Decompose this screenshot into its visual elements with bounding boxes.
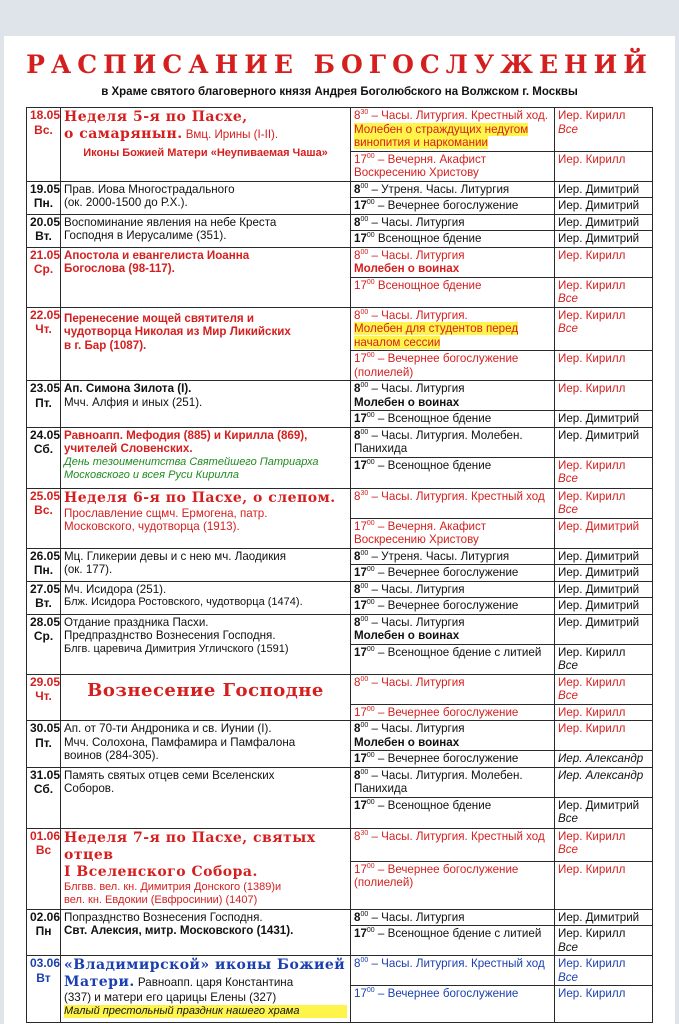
date-cell: 25.05 Вс. (27, 488, 61, 548)
date-cell: 24.05 Сб. (27, 427, 61, 488)
priest-cell: Иер. Димитрий (555, 909, 653, 926)
service-time-cell: $8^{30}$ – Часы. Литургия. Крестный ход (351, 488, 555, 518)
service-time-cell: $17^{00}$ – Вечернее богослужение (351, 598, 555, 615)
saint-cell: Память святых отцев семи Вселенских Соборов. (61, 767, 351, 828)
page-subtitle: в Храме святого благоверного князя Андрея Боголюбского на Волжском г. Москвы (101, 86, 578, 98)
priest-cell: Иер. Кирилл (555, 721, 653, 751)
service-time-cell: $17^{00}$ – Вечернее богослужение (351, 751, 555, 768)
service-time-cell: $17^{00}$ – Вечернее богослужение (351, 565, 555, 582)
saint-cell (61, 674, 351, 721)
table-row (27, 214, 653, 231)
priest-cell: Иер. Кирилл Все (555, 108, 653, 152)
service-time-cell: $8^{00}$ – Часы. Литургия (351, 214, 555, 231)
priest-cell: Иер. Кирилл (555, 247, 653, 277)
date-cell: 22.05 Чт. (27, 307, 61, 381)
service-time-cell: $17^{00}$ – Вечернее богослужение (полиелей) (351, 351, 555, 381)
saint-cell: Апостола и евангелиста Иоанна Богослова (98-117). (61, 247, 351, 307)
service-time-cell: $17^{00}$ – Вечернее богослужение (351, 704, 555, 721)
date-cell: 18.05 Вс. (27, 108, 61, 182)
page-title: РАСПИСАНИЕ БОГОСЛУЖЕНИЙ (26, 50, 653, 79)
table-row (27, 721, 653, 751)
table-row (27, 108, 653, 152)
table-row (27, 548, 653, 565)
saint-cell: Прав. Иова Многострадального (ок. 2000-1500 до Р.Х.). (61, 181, 351, 214)
service-time-cell: $8^{00}$ – Часы. Литургия. Молебен. Панихида (351, 767, 555, 797)
date-cell: 02.06 Пн (27, 909, 61, 956)
schedule-table (26, 107, 653, 1023)
saint-cell: Воспоминание явления на небе Креста Господня в Иерусалиме (351). (61, 214, 351, 247)
table-row (27, 767, 653, 797)
table-row (27, 488, 653, 518)
table-row (27, 247, 653, 277)
saint-cell: Мц. Гликерии девы и с нею мч. Лаодикия (ок. 177). (61, 548, 351, 581)
priest-cell: Иер. Димитрий (555, 598, 653, 615)
priest-cell: Иер. Кирилл Все (555, 926, 653, 956)
priest-cell: Иер. Кирилл (555, 986, 653, 1023)
service-time-cell: $8^{00}$ – Часы. Литургия Молебен о воинах (351, 614, 555, 644)
priest-cell: Иер. Кирилл (555, 861, 653, 909)
priest-cell: Иер. Кирилл Все (555, 828, 653, 861)
date-cell: 28.05 Ср. (27, 614, 61, 674)
priest-cell: Иер. Димитрий (555, 214, 653, 231)
priest-cell: Иер. Александр (555, 767, 653, 797)
service-time-cell: $8^{00}$ – Часы. Литургия Молебен о воинах (351, 721, 555, 751)
service-time-cell: $17^{00}$ – Всенощное бдение с литией (351, 644, 555, 674)
priest-cell: Иер. Димитрий (555, 231, 653, 248)
saint-cell: Попразднство Вознесения Господня. Свт. Алексия, митр. Московского (1431). (61, 909, 351, 956)
priest-cell: Иер. Кирилл Все (555, 457, 653, 488)
priest-cell: Иер. Кирилл (555, 381, 653, 411)
service-time-cell: $8^{00}$ – Часы. Литургия (351, 674, 555, 704)
date-cell: 23.05 Пт. (27, 381, 61, 428)
saint-cell: Ап. от 70-ти Андроника и св. Иунии (I). Мчч. Солохона, Памфамира и Памфалона воинов (284-305). (61, 721, 351, 768)
priest-cell: Иер. Кирилл (555, 151, 653, 181)
date-cell: 30.05 Пт. (27, 721, 61, 768)
table-row (27, 581, 653, 598)
service-time-cell: $17^{00}$ Всенощное бдение (351, 231, 555, 248)
service-time-cell: $8^{00}$ – Часы. Литургия. Крестный ход (351, 956, 555, 986)
service-time-cell: $17^{00}$ – Всенощное бдение (351, 797, 555, 828)
priest-cell: Иер. Димитрий (555, 427, 653, 457)
table-row (27, 181, 653, 198)
priest-cell: Иер. Димитрий (555, 198, 653, 215)
priest-cell: Иер. Димитрий (555, 614, 653, 644)
service-time-cell: $8^{30}$ – Часы. Литургия. Крестный ход (351, 828, 555, 861)
service-time-cell: $17^{00}$ – Вечернее богослужение (полиелей) (351, 861, 555, 909)
priest-cell: Иер. Кирилл Все (555, 644, 653, 674)
feast-title: Вознесение Господне (87, 679, 324, 701)
priest-cell: Иер. Димитрий (555, 548, 653, 565)
priest-cell: Иер. Кирилл Все (555, 956, 653, 986)
service-time-cell: $17^{00}$ – Вечернее богослужение (351, 198, 555, 215)
date-cell: 19.05 Пн. (27, 181, 61, 214)
table-row (27, 909, 653, 926)
service-time-cell: $8^{00}$ – Часы. Литургия Молебен о воинах (351, 247, 555, 277)
service-time-cell: $8^{00}$ – Часы. Литургия Молебен о воинах (351, 381, 555, 411)
table-row (27, 427, 653, 457)
table-row (27, 828, 653, 861)
priest-cell: Иер. Кирилл Все (555, 277, 653, 307)
priest-cell: Иер. Кирилл Все (555, 488, 653, 518)
saint-cell: Неделя 7-я по Пасхе, святых отцев I Вселенского Собора. Блгвв. вел. кн. Димитрия Донского (1389)и вел. кн. Евдокии (Евфросинии) (1407) (61, 828, 351, 909)
service-time-cell: $8^{00}$ – Часы. Литургия. Молебен для студентов перед началом сессии (351, 307, 555, 351)
table-row (27, 381, 653, 411)
priest-cell: Иер. Димитрий (555, 411, 653, 428)
service-time-cell: $17^{00}$ – Всенощное бдение (351, 457, 555, 488)
priest-cell: Иер. Александр (555, 751, 653, 768)
priest-cell: Иер. Димитрий (555, 565, 653, 582)
saint-cell: Ап. Симона Зилота (I). Мчч. Алфия и иных (251). (61, 381, 351, 428)
saint-cell: Перенесение мощей святителя и чудотворца Николая из Мир Ликийских в г. Бар (1087). (61, 307, 351, 381)
date-cell: 29.05 Чт. (27, 674, 61, 721)
table-row (27, 956, 653, 986)
priest-cell: Иер. Димитрий (555, 181, 653, 198)
saint-cell: Равноапп. Мефодия (885) и Кирилла (869), учителей Словенских. День тезоименитства Святейшего Патриарха Московского и всея Руси Кирилла (61, 427, 351, 488)
priest-cell: Иер. Димитрий Все (555, 797, 653, 828)
service-time-cell: $17^{00}$ – Вечерня. Акафист Воскресению Христову (351, 518, 555, 548)
priest-cell: Иер. Кирилл Все (555, 674, 653, 704)
service-time-cell: $8^{00}$ – Утреня. Часы. Литургия (351, 181, 555, 198)
priest-cell: Иер. Кирилл (555, 704, 653, 721)
priest-cell: Иер. Кирилл (555, 351, 653, 381)
service-time-cell: $8^{30}$ – Часы. Литургия. Крестный ход. Молебен о страждущих недугом винопития и наркомании (351, 108, 555, 152)
table-row (27, 614, 653, 644)
priest-cell: Иер. Димитрий (555, 518, 653, 548)
date-cell: 01.06 Вс (27, 828, 61, 909)
service-time-cell: $17^{00}$ Всенощное бдение (351, 277, 555, 307)
service-time-cell: $8^{00}$ – Часы. Литургия. Молебен. Панихида (351, 427, 555, 457)
priest-cell: Иер. Димитрий (555, 581, 653, 598)
date-cell: 26.05 Пн. (27, 548, 61, 581)
date-cell: 20.05 Вт. (27, 214, 61, 247)
date-cell: 21.05 Ср. (27, 247, 61, 307)
schedule-page (4, 36, 675, 1024)
service-time-cell: $17^{00}$ – Всенощное бдение (351, 411, 555, 428)
saint-cell: Неделя 6-я по Пасхе, о слепом. Прославление сщмч. Ермогена, патр. Московского, чудотворца (1913). (61, 488, 351, 548)
table-row (27, 674, 653, 704)
priest-cell: Иер. Кирилл Все (555, 307, 653, 351)
date-cell: 31.05 Сб. (27, 767, 61, 828)
service-time-cell: $8^{00}$ – Часы. Литургия (351, 909, 555, 926)
date-cell: 27.05 Вт. (27, 581, 61, 614)
service-time-cell: $8^{00}$ – Утреня. Часы. Литургия (351, 548, 555, 565)
service-time-cell: $17^{00}$ – Вечерня. Акафист Воскресению Христову (351, 151, 555, 181)
service-time-cell: $8^{00}$ – Часы. Литургия (351, 581, 555, 598)
saint-cell: Мч. Исидора (251). Блж. Исидора Ростовского, чудотворца (1474). (61, 581, 351, 614)
saint-cell: Отдание праздника Пасхи. Предпразднство Вознесения Господня. Блгв. царевича Димитрия Угличского (1591) (61, 614, 351, 674)
saint-cell: «Владимирской» иконы Божией Матери. Равноапп. царя Константина (337) и матери его царицы Елены (327) Малый престольный праздник нашего храма (61, 956, 351, 1023)
saint-cell: Неделя 5-я по Пасхе, о самарянын. Вмц. Ирины (I-II). Иконы Божией Матери «Неупиваемая Чаша» (61, 108, 351, 182)
date-cell: 03.06 Вт (27, 956, 61, 1023)
service-time-cell: $17^{00}$ – Всенощное бдение с литией (351, 926, 555, 956)
service-time-cell: $17^{00}$ – Вечернее богослужение (351, 986, 555, 1023)
table-row (27, 307, 653, 351)
